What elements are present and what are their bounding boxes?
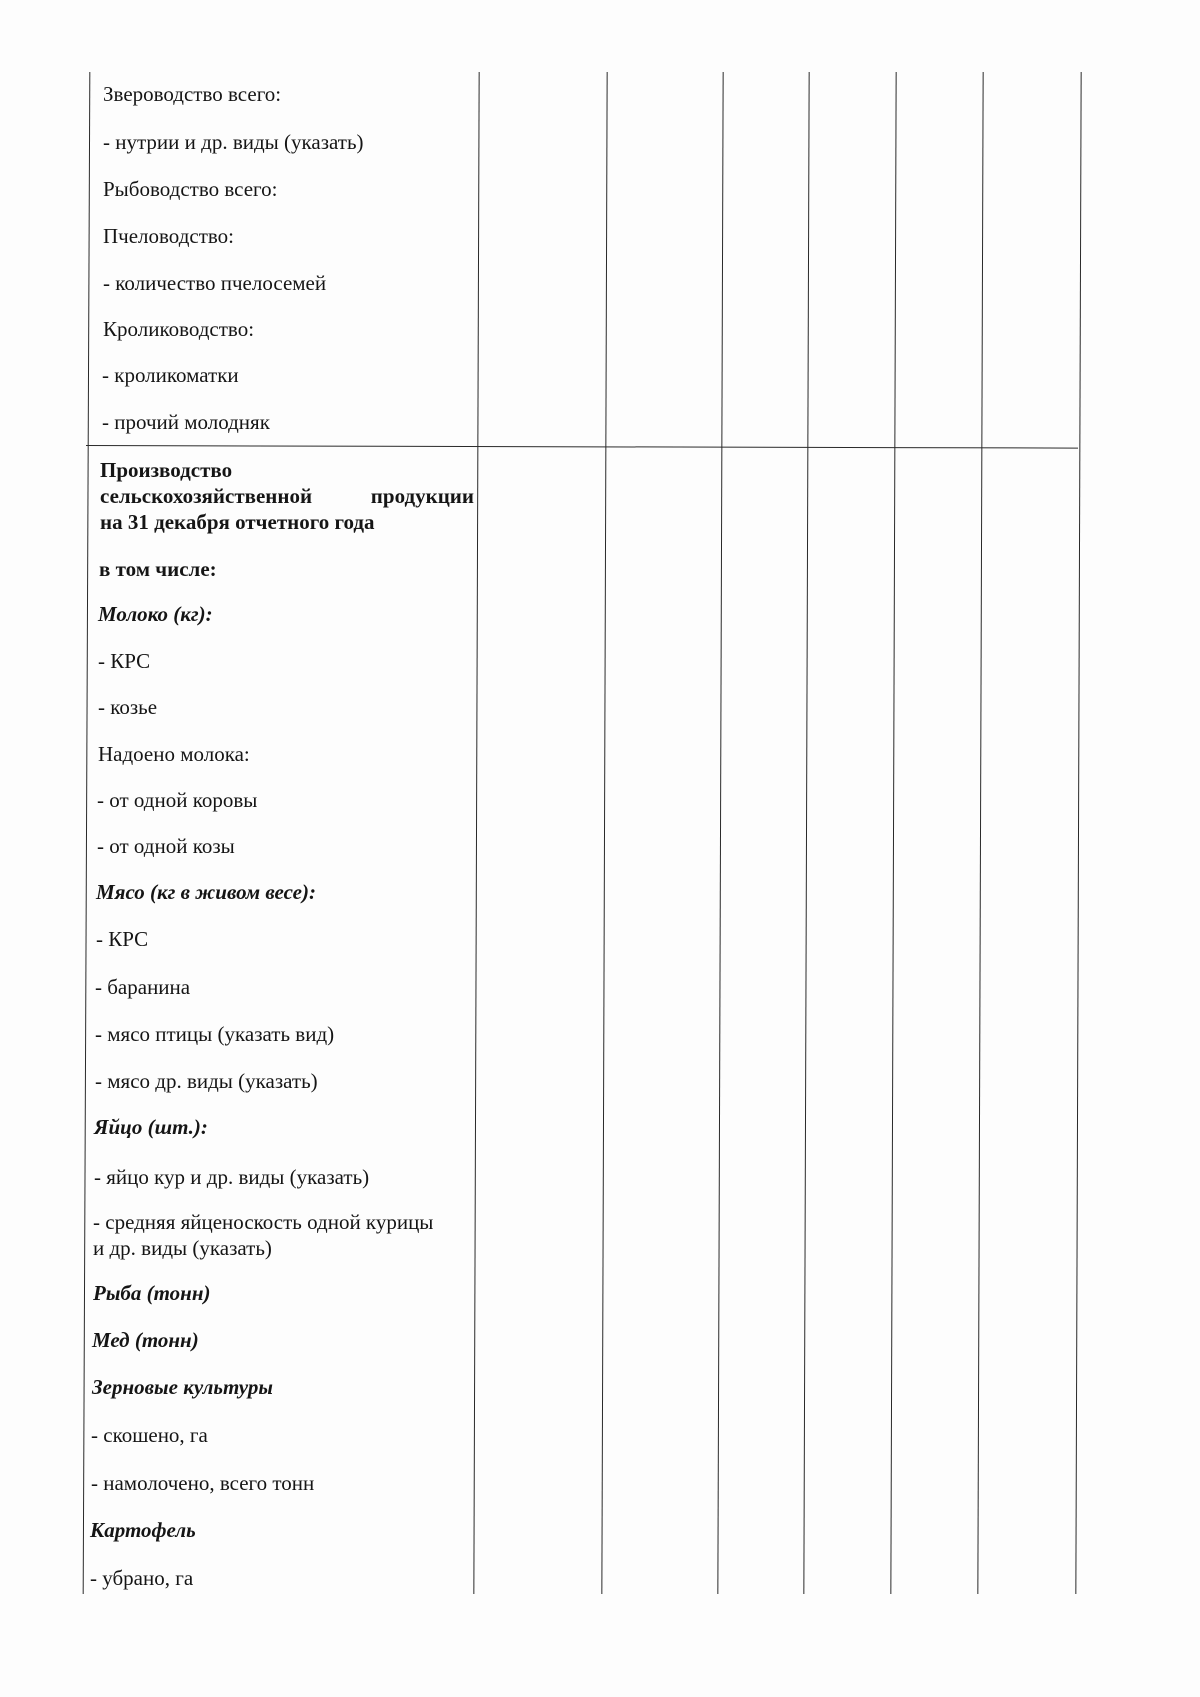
row-beekeeping: Пчеловодство: xyxy=(103,224,234,248)
section-heading-line-3: на 31 декабря отчетного года xyxy=(100,510,375,534)
including-label: в том числе: xyxy=(99,557,217,581)
grain-threshed: - намолочено, всего тонн xyxy=(91,1471,315,1495)
milk-goat: - козье xyxy=(98,695,158,719)
section-heading-line-2 xyxy=(100,483,474,509)
table-column-divider-4 xyxy=(803,72,810,1594)
row-fur-farming: Звероводство всего: xyxy=(103,82,282,106)
row-rabbit-does: - кроликоматки xyxy=(102,363,239,387)
section-heading-word-2: продукции xyxy=(370,484,474,508)
row-rabbit-farming: Кролиководство: xyxy=(103,317,255,341)
milk-yield-label: Надоено молока: xyxy=(98,742,250,766)
section-heading xyxy=(100,457,474,535)
potato-heading: Картофель xyxy=(90,1518,196,1542)
row-young-stock: - прочий молодняк xyxy=(102,410,270,434)
meat-heading: Мясо (кг в живом весе): xyxy=(96,880,316,904)
milk-cattle: - КРС xyxy=(98,649,151,673)
milk-heading: Молоко (кг): xyxy=(98,602,213,626)
eggs-heading: Яйцо (шт.): xyxy=(94,1115,208,1139)
eggs-average xyxy=(93,1209,433,1261)
eggs-average-line-1: - средняя яйценоскость одной курицы xyxy=(93,1210,434,1234)
table-column-divider-6 xyxy=(977,72,984,1594)
table-row-divider xyxy=(86,445,1078,449)
row-nutria: - нутрии и др. виды (указать) xyxy=(103,130,364,154)
table-left-border xyxy=(83,72,91,1594)
grain-heading: Зерновые культуры xyxy=(92,1375,273,1399)
meat-mutton: - баранина xyxy=(95,975,191,999)
row-bee-colonies: - количество пчелосемей xyxy=(103,271,327,295)
table-column-divider-3 xyxy=(717,72,724,1594)
table-column-divider-2 xyxy=(601,72,608,1594)
table-column-divider-1 xyxy=(473,72,480,1594)
meat-poultry: - мясо птицы (указать вид) xyxy=(95,1022,335,1046)
potato-harvested: - убрано, га xyxy=(90,1566,194,1590)
meat-other: - мясо др. виды (указать) xyxy=(95,1069,318,1093)
table-right-border xyxy=(1075,72,1082,1594)
milk-per-cow: - от одной коровы xyxy=(97,788,258,812)
grain-mowed: - скошено, га xyxy=(91,1423,208,1447)
section-heading-word-1: сельскохозяйственной xyxy=(100,484,313,508)
eggs-chicken: - яйцо кур и др. виды (указать) xyxy=(94,1165,370,1189)
fish-heading: Рыба (тонн) xyxy=(93,1281,211,1305)
honey-heading: Мед (тонн) xyxy=(92,1328,199,1352)
meat-cattle: - КРС xyxy=(96,927,149,951)
eggs-average-line-2: и др. виды (указать) xyxy=(93,1236,272,1260)
row-fish-farming: Рыбоводство всего: xyxy=(103,177,278,201)
milk-per-goat: - от одной козы xyxy=(97,834,235,858)
section-heading-line-1: Производство xyxy=(100,458,233,482)
table-column-divider-5 xyxy=(890,72,897,1594)
